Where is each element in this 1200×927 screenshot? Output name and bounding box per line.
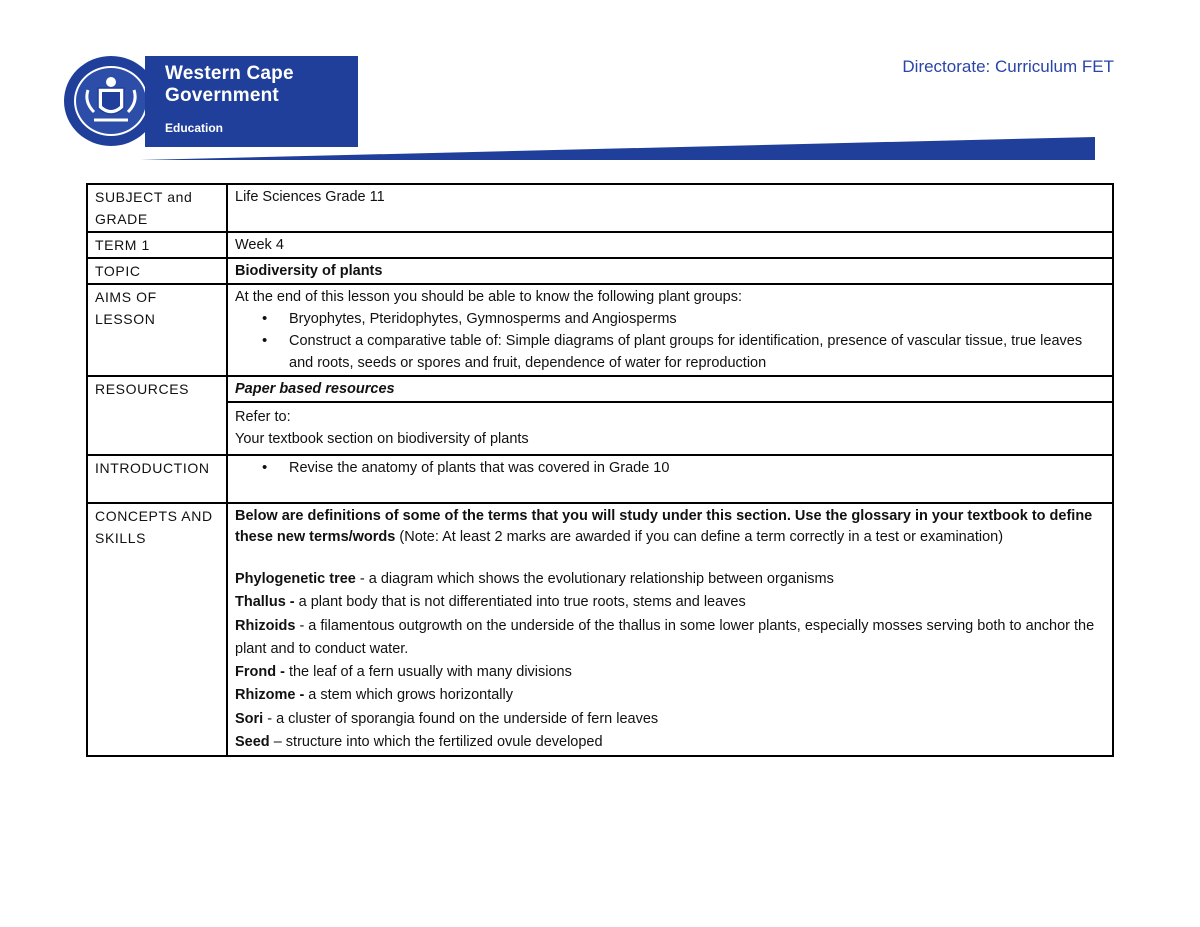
definition-term: Phylogenetic tree [235, 571, 356, 587]
definition-item [235, 731, 1105, 754]
definition-term: Rhizoids [235, 617, 296, 634]
aims-row [87, 284, 1113, 376]
concepts-intro-bold: Below are definitions of some of the terms that you will study under this section. Use the glossary in your textbook to define these new terms/words [235, 508, 1093, 545]
resources-row [87, 376, 1113, 402]
logo-text-line3: Education [165, 121, 224, 135]
resources-label: RESOURCES [87, 376, 227, 455]
term-value: Week 4 [227, 232, 1113, 258]
concepts-intro-note: (Note: At least 2 marks are awarded if you can define a term correctly in a test or examination) [395, 529, 1004, 545]
resources-heading: Paper based resources [227, 376, 1113, 402]
introduction-row [87, 455, 1113, 503]
topic-label: TOPIC [87, 258, 227, 284]
concepts-intro [235, 506, 1105, 548]
definition-term: Rhizome - [235, 687, 305, 704]
aims-list [235, 308, 1105, 374]
introduction-list [235, 457, 1105, 479]
definition-item [235, 684, 1105, 707]
directorate-label: Directorate: Curriculum FET [902, 57, 1114, 76]
definition-item [235, 661, 1105, 684]
logo-text-line2: Government [165, 85, 279, 106]
aims-bullet: • Construct a comparative table of: Simple diagrams of plant groups for identification, presence of vascular tissue, true leaves and roots, seeds or spores and fruit, dependence of water for reproduction [289, 330, 1105, 374]
logo-text-line1: Western Cape [165, 63, 294, 84]
definition-text: - a cluster of sporangia found on the underside of fern leaves [263, 710, 659, 727]
term-row [87, 232, 1113, 258]
subject-label: SUBJECT and GRADE [87, 184, 227, 232]
aims-bullet: • Bryophytes, Pteridophytes, Gymnosperms and Angiosperms [289, 308, 1105, 330]
subject-value: Life Sciences Grade 11 [227, 184, 1113, 232]
aims-label: AIMS OF LESSON [87, 284, 227, 376]
definition-term: Frond - [235, 664, 285, 681]
definition-text: - a diagram which shows the evolutionary relationship between organisms [355, 571, 834, 587]
resources-detail-row [87, 402, 1113, 455]
subject-row [87, 184, 1113, 232]
resources-detail [227, 402, 1113, 455]
definition-term: Sori [235, 710, 264, 727]
concepts-row [87, 503, 1113, 756]
aims-cell [227, 284, 1113, 376]
introduction-cell [227, 455, 1113, 503]
topic-value: Biodiversity of plants [227, 258, 1113, 284]
introduction-bullet: • Revise the anatomy of plants that was covered in Grade 10 [289, 457, 1105, 479]
definition-text: the leaf of a fern usually with many divisions [284, 664, 572, 681]
definition-term: Seed [235, 734, 270, 751]
definition-item [235, 615, 1105, 662]
topic-row [87, 258, 1113, 284]
definition-item [235, 591, 1105, 614]
concepts-cell [227, 503, 1113, 756]
definitions-list [235, 568, 1105, 754]
introduction-label: INTRODUCTION [87, 455, 227, 503]
aims-intro: At the end of this lesson you should be able to know the following plant groups: [235, 289, 743, 305]
definition-item [235, 568, 1105, 591]
resources-text: Your textbook section on biodiversity of plants [235, 431, 529, 447]
definition-text: a plant body that is not differentiated into true roots, stems and leaves [294, 594, 746, 611]
lesson-table [86, 183, 1114, 757]
definition-term: Thallus - [235, 594, 295, 611]
page-header [0, 0, 1200, 170]
definition-item [235, 708, 1105, 731]
term-label: TERM 1 [87, 232, 227, 258]
definition-text: a stem which grows horizontally [304, 687, 514, 704]
header-swoosh [0, 0, 1200, 170]
definition-text: – structure into which the fertilized ovule developed [269, 734, 603, 751]
concepts-label: CONCEPTS AND SKILLS [87, 503, 227, 756]
resources-refer: Refer to: [235, 409, 291, 425]
definition-text: - a filamentous outgrowth on the underside of the thallus in some lower plants, especially mosses serving both to anchor the plant and to conduct water. [235, 617, 1095, 657]
